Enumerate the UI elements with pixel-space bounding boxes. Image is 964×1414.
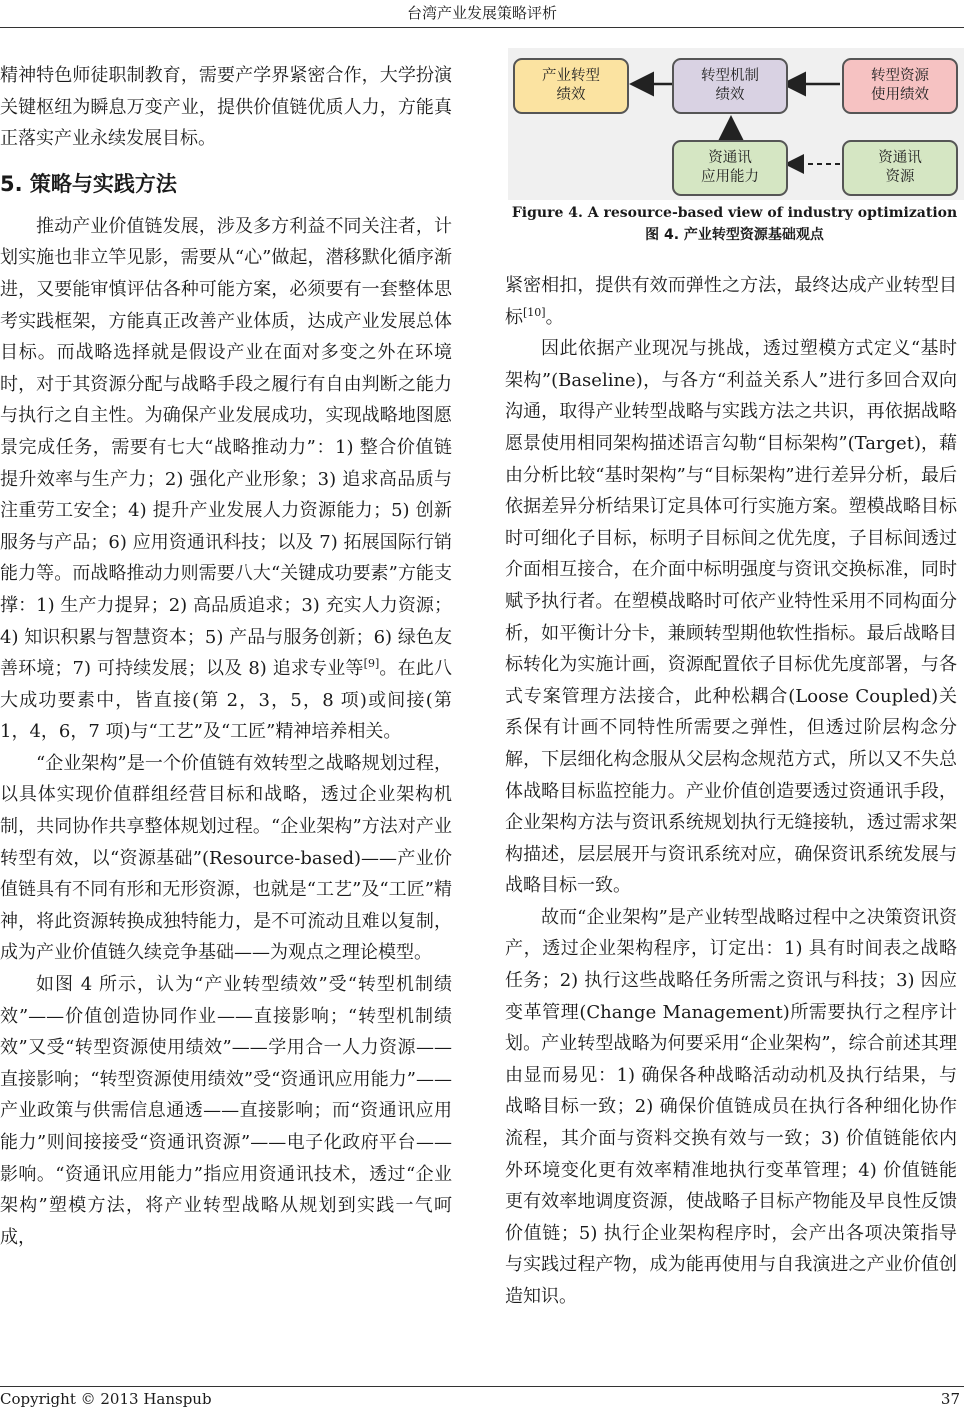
box-transformation-mechanism-performance: 转型机制 绩效 — [672, 58, 788, 114]
paragraph-continued: 精神特色师徒职制教育，需要产学界紧密合作，大学扮演关键枢纽为瞬息万变产业，提供价值链优质人力，方能真正落实产业永续发展目标。 — [0, 65, 452, 150]
paragraph-baseline-target: 因此依据产业现况与挑战，透过塑模方式定义“基时架构”(Baseline)，与各方“利益关系人”进行多回合双向沟通，取得产业转型战略与实践方法之共识，再依据战略愿景使用相同架构描述语言勾勒“目标架构”(Target)，藉由分析比较“基时架构”与“目标架构”进行差异分析，最后依据差异分析结果订定具体可行实施方案。塑模战略目标时可细化子目标，标明子目标间之优先度，子目标间透过介面相互接合，在介面中标明强度与资讯交换标准，同时赋予执行者。在塑模战略时可依产业特性采用不同构面分析，如平衡计分卡，兼顾转型期他软性指标。最后战略目标转化为实施计画，资源配置依子目标优先度部署，与各式专案管理方法接合，此种松耦合(Loose Coupled)关系保有计画不同特性所需要之弹性，但透过阶层构念分解，下层细化构念服从父层构念规范方式，所以又不失总体战略目标监控能力。产业价值创造要透过资通讯手段，企业架构方法与资讯系统规划执行无缝接轨，透过需求架构描述，层层展开与资讯系统对应，确保资讯系统发展与战略目标一致。 — [505, 338, 957, 897]
paragraph-text: 紧密相扣，提供有效而弹性之方法，最终达成产业转型目标 — [505, 275, 957, 328]
paragraph-text: 。在此八大成功要素中，皆直接(第 2，3，5，8 项)或间接(第 1，4，6，7 项)与“工艺”及“工匠”精神培养相关。 — [0, 658, 452, 743]
copyright: Copyright © 2013 Hanspub — [0, 1390, 212, 1408]
paragraph-strategy — [0, 211, 452, 748]
paragraph-figure-description: 如图 4 所示，认为“产业转型绩效”受“转型机制绩效”——价值创造协同作业——直接影响；“转型机制绩效”又受“转型资源使用绩效”——学用合一人力资源——直接影响；“转型资源使用绩效”受“资通讯应用能力”——产业政策与供需信息通透——直接影响；而“资通讯应用能力”则间接接受“资通讯资源”——电子化政府平台——影响。“资通讯应用能力”指应用资通讯技术，透过“企业架构”塑模方法，将产业转型战略从规划到实践一气呵成， — [0, 974, 452, 1248]
paragraph-enterprise-architecture: “企业架构”是一个价值链有效转型之战略规划过程，以具体实现价值群组经营目标和战略，透过企业架构机制，共同协作共享整体规划过程。“企业架构”方法对产业转型有效，以“资源基础”(Resource-based)——产业价值链具有不同有形和无形资源，也就是“工艺”及“工匠”精神，将此资源转换成独特能力，是不可流动且难以复制，成为产业价值链久续竞争基础——为观点之理论模型。 — [0, 752, 452, 964]
paragraph-text: 。 — [545, 306, 564, 328]
citation-ref[interactable]: [9] — [363, 657, 380, 671]
left-column — [0, 60, 452, 1253]
paragraph-text: 推动产业价值链发展，涉及多方利益不同关注者，计划实施也非立竿见影，需要从“心”做起，潜移默化循序渐进，又要能审慎评估各种可能方案，必须要有一套整体思考实践框架，方能真正改善产业体质，达成产业发展总体目标。而战略选择就是假设产业在面对多变之外在环境时，对于其资源分配与战略手段之履行有自由判断之能力与执行之自主性。为确保产业发展成功，实现战略地图愿景完成任务，需要有七大“战略推动力”：1) 整合价值链提升效率与生产力；2) 强化产业形象；3) 追求高品质与注重劳工安全；4) 提升产业发展人力资源能力；5) 创新服务与产品；6) 应用资通讯科技；以及 7) 拓展国际行销能力等。而战略推动力则需要八大“关键成功要素”方能支撑：1) 生产力提昇；2) 高品质追求；3) 充实人力资源；4) 知识积累与智慧资本；5) 产品与服务创新；6) 绿色友善环境；7) 可持续发展；以及 8) 追求专业等 — [0, 215, 452, 680]
figure-caption-zh: 图 4. 产业转型资源基础观点 — [645, 227, 824, 243]
box-industry-transformation-performance: 产业转型 绩效 — [513, 58, 629, 114]
paragraph-continued — [505, 270, 957, 333]
running-header: 台湾产业发展策略评析 — [406, 4, 557, 22]
box-ict-resources: 资通讯 资源 — [842, 140, 958, 196]
page-number: 37 — [940, 1390, 960, 1408]
section-heading: 5. 策略与实践方法 — [0, 171, 177, 196]
box-resource-use-performance: 转型资源 使用绩效 — [842, 58, 958, 114]
footer-divider — [0, 1386, 964, 1387]
citation-ref[interactable]: [10] — [523, 305, 546, 319]
figure-caption-en: Figure 4. A resource-based view of industry optimization — [511, 205, 958, 221]
paragraph-decision-assets: 故而“企业架构”是产业转型战略过程中之决策资讯资产，透过企业架构程序，订定出：1) 具有时间表之战略任务；2) 执行这些战略任务所需之资讯与科技；3) 因应变革管理(Change Management)所需要执行之程序计划。产业转型战略为何要采用“企业架构”，综合前述其理由显而易见：1) 确保各种战略活动动机及执行结果，与战略目标一致；2) 确保价值链成员在执行各种细化协作流程，其介面与资料交换有效与一致；3) 价值链能依内外环境变化更有效率精准地执行变革管理；4) 价值链能更有效率地调度资源，使战略子目标产物能及早良性反馈价值链；5) 执行企业架构程序时，会产出各项决策指导与实践过程产物，成为能再使用与自我演进之产业价值创造知识。 — [505, 906, 957, 1307]
box-ict-application-capability: 资通讯 应用能力 — [672, 140, 788, 196]
header-divider — [0, 27, 964, 28]
right-column — [505, 270, 957, 1313]
figure-4-diagram — [508, 48, 964, 200]
